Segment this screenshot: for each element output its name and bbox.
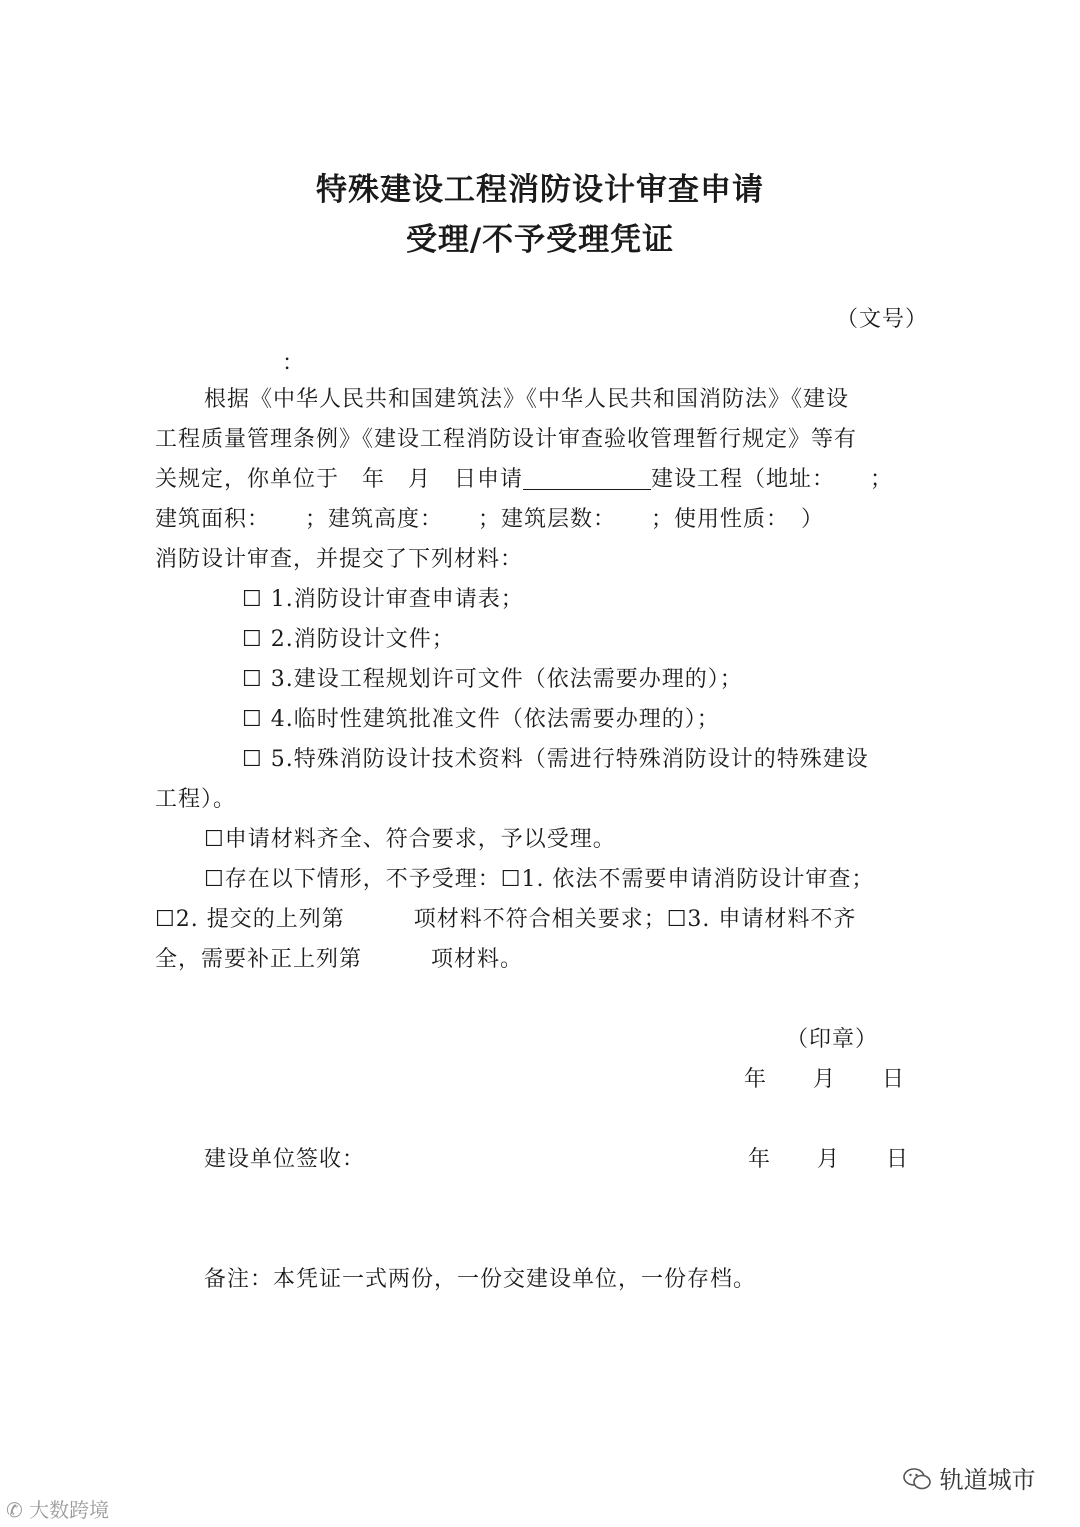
paragraph-line-5: 消防设计审查，并提交了下列材料： <box>155 547 524 572</box>
receipt-date: 年 月 日 <box>748 1147 910 1172</box>
seal-date: 年 月 日 <box>744 1067 906 1092</box>
paragraph-line-4: 建筑面积： ；建筑高度： ；建筑层数： ；使用性质： ） <box>155 507 825 532</box>
paragraph-line-3-start: 关规定，你单位于 年 月 日申请 <box>155 467 524 492</box>
seal-label: （印章） <box>786 1027 879 1052</box>
watermark-right-text: 轨道城市 <box>939 1466 1036 1494</box>
paragraph-line-3 <box>155 462 893 493</box>
addressee: ： <box>282 351 306 376</box>
footnote: 备注：本凭证一式两份，一份交建设单位，一份存档。 <box>204 1267 757 1292</box>
watermark-logo-icon: ✆ <box>6 1498 23 1522</box>
material-item-5: ☐ 5.特殊消防设计技术资料（需进行特殊消防设计的特殊建设 <box>242 747 869 772</box>
paragraph-line-3-end: 建设工程（地址： ； <box>651 467 894 492</box>
accept-option: ☐申请材料齐全、符合要求，予以受理。 <box>204 827 616 852</box>
material-item-2: ☐ 2.消防设计文件； <box>242 627 455 652</box>
material-item-3: ☐ 3.建设工程规划许可文件（依法需要办理的）； <box>242 667 743 692</box>
material-item-4: ☐ 4.临时性建筑批准文件（依法需要办理的）； <box>242 707 720 732</box>
wechat-icon <box>902 1466 932 1492</box>
paragraph-line-1: 根据《中华人民共和国建筑法》《中华人民共和国消防法》《建设 <box>204 387 850 412</box>
watermark-right <box>902 1460 1036 1495</box>
receipt-label: 建设单位签收： <box>204 1147 366 1172</box>
project-name-blank <box>523 467 651 490</box>
reject-option-line-1: ☐存在以下情形，不予受理：☐1. 依法不需要申请消防设计审查； <box>204 867 875 892</box>
document-subtitle: 受理/不予受理凭证 <box>405 222 675 258</box>
reject-option-line-3: 全，需要补正上列第 项材料。 <box>155 947 524 972</box>
doc-number: （文号） <box>836 307 929 332</box>
material-item-5-continued: 工程）。 <box>155 787 237 812</box>
watermark-left-text: 大数跨境 <box>29 1498 110 1522</box>
paragraph-line-2: 工程质量管理条例》《建设工程消防设计审查验收管理暂行规定》等有 <box>155 427 858 452</box>
document-title: 特殊建设工程消防设计审查申请 <box>316 172 764 208</box>
reject-option-line-2: ☐2. 提交的上列第 项材料不符合相关要求；☐3. 申请材料不齐 <box>155 907 857 932</box>
material-item-1: ☐ 1.消防设计审查申请表； <box>242 587 524 612</box>
watermark-left <box>6 1494 109 1523</box>
